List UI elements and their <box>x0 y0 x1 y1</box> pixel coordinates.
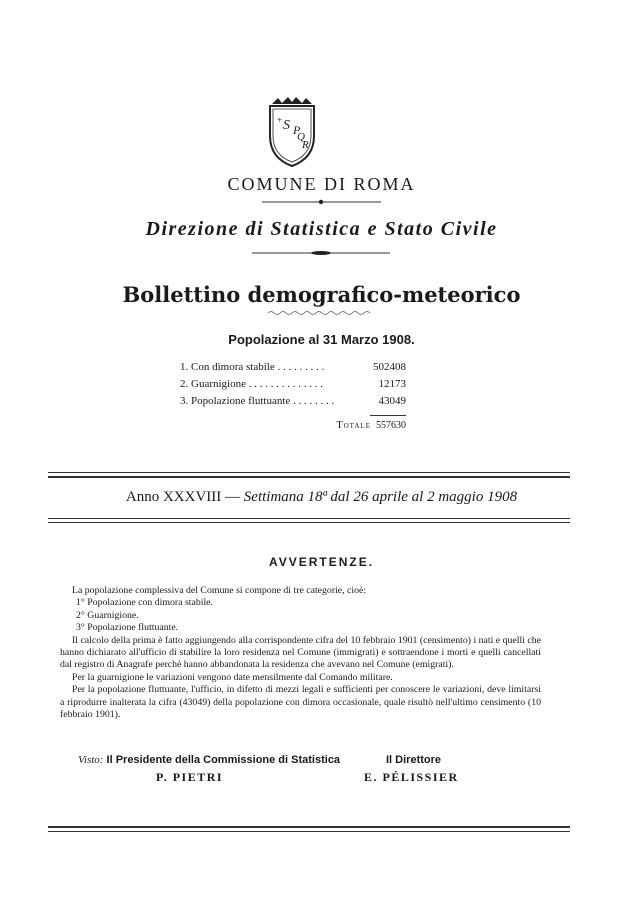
double-rule-mid <box>48 522 570 523</box>
double-rule-mid <box>48 518 570 519</box>
population-row-value: 43049 <box>378 395 406 407</box>
population-row-label: 3. Popolazione fluttuante . . . . . . . . <box>180 395 335 407</box>
svg-text:S: S <box>283 118 290 133</box>
svg-text:Q: Q <box>297 131 305 143</box>
svg-text:R: R <box>302 139 309 151</box>
population-row-value: 12173 <box>378 378 406 390</box>
population-total <box>300 420 406 431</box>
notice-paragraph: Il calcolo della prima è fatto aggiungendo alla corrispondente cifra del 10 febbraio 1901 (censimento) i nati e quelli che hanno dichiarato all'ufficio di stabilire la loro residenza nel Comune (immigrati) e sottraendone i morti e quelli cancellati dal registro di Anagrafe perchè hanno abbandonata la residenza che avevano nel Comune (emigrati). <box>60 634 541 671</box>
bollettino-heading: Bollettino demografico-meteorico <box>122 282 521 307</box>
president-name: P. PIETRI <box>156 770 224 784</box>
notice-paragraph: La popolazione complessiva del Comune si compone di tre categorie, cioè: <box>72 585 367 596</box>
population-row-label: 2. Guarnigione . . . . . . . . . . . . . . <box>180 378 323 390</box>
notice-title: AVVERTENZE. <box>268 555 375 569</box>
settimana-label: Settimana 18ª dal 26 aprile al 2 maggio 1908 <box>243 489 518 505</box>
anno-label: Anno XXXVIII — <box>125 489 241 505</box>
rome-crest-seal <box>264 96 320 168</box>
notice-list-item: 1° Popolazione con dimora stabile. <box>76 597 213 609</box>
direzione-heading: Direzione di Statistica e Stato Civile <box>145 218 498 240</box>
total-rule <box>370 415 406 416</box>
notice-list-item: 2° Guarnigione. <box>76 609 139 621</box>
total-value: 557630 <box>376 420 406 431</box>
director-title: Il Direttore <box>386 754 442 766</box>
notice-paragraph: Per la guarnigione le variazioni vengono date mensilmente dal Comando militare. <box>72 671 393 683</box>
double-rule-bottom <box>48 831 570 832</box>
population-row <box>180 378 406 390</box>
comune-heading: COMUNE DI ROMA <box>227 174 416 194</box>
total-label: Totale <box>336 420 371 431</box>
notice-body <box>60 585 541 721</box>
ornament-divider <box>0 197 643 207</box>
svg-text:P: P <box>293 123 301 137</box>
wavy-divider <box>0 308 643 318</box>
population-row-value: 502408 <box>373 361 406 373</box>
population-row-label: 1. Con dimora stabile . . . . . . . . . <box>180 361 325 373</box>
population-row <box>180 395 406 407</box>
president-title-line <box>78 754 340 766</box>
ornament-divider <box>0 248 643 258</box>
double-rule-bottom <box>48 826 570 828</box>
population-title: Popolazione al 31 Marzo 1908. <box>228 332 415 347</box>
visto-label: Visto: <box>78 754 104 766</box>
svg-text:+: + <box>277 115 283 125</box>
double-rule-top <box>48 472 570 473</box>
population-row <box>180 361 406 373</box>
notice-list-item: 3° Popolazione fluttuante. <box>76 622 179 634</box>
issue-line <box>0 489 643 506</box>
notice-paragraph: Per la popolazione fluttuante, l'ufficio, in difetto di mezzi legali e sufficienti per conoscere le variazioni, deve limitarsi a riprodurre inalterata la cifra (43049) della popolazione con dimora occasionale, quale risultò nell'ultimo censimento (10 febbraio 1901). <box>60 684 541 721</box>
director-name: E. PÉLISSIER <box>364 770 459 784</box>
president-title: Il Presidente della Commissione di Statistica <box>106 754 341 766</box>
double-rule-top <box>48 476 570 478</box>
